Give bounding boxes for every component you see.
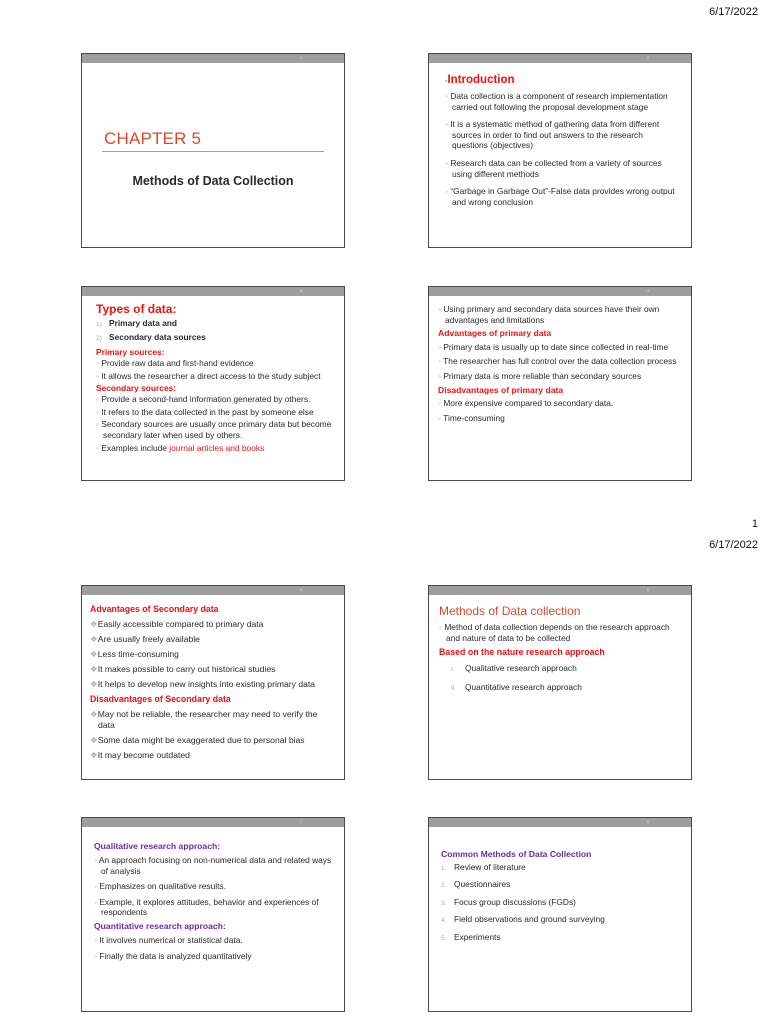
bullet-text: Examples include — [101, 442, 170, 453]
bullet-marker: ▪ — [445, 78, 448, 85]
list-number: 1. — [441, 865, 447, 872]
list-number: I. — [451, 666, 455, 674]
list-number: 2. — [441, 882, 447, 890]
bullet-text: It allows the researcher a direct access to the study subject — [101, 371, 321, 381]
bullet-item: ◦ Time-consuming — [438, 412, 505, 423]
bullet-item: ◦ Using primary and secondary data sources have their own advantages and limitations — [438, 304, 660, 325]
slide-4 — [428, 286, 692, 481]
bullet-item: ◦ Method of data collection depends on the research approach and nature of data to be collected — [439, 622, 670, 643]
list-number: 1) — [96, 321, 102, 328]
list-item — [439, 682, 681, 694]
bullet-item: ❖Are usually freely available — [90, 634, 200, 644]
list-item — [441, 879, 681, 891]
bullet-text: Provide a second-hand information generated by others. — [101, 394, 311, 405]
bullet-text: The researcher has full control over the data collection process — [443, 356, 677, 367]
primary-heading: Primary sources: — [96, 346, 165, 357]
list-number: 3. — [441, 899, 447, 907]
bullet-item: ◦ It is a systematic method of gathering data from different sources in order to find out answers to the research questions (objectives) — [445, 119, 660, 151]
bullet-text: Research data can be collected from a variety of sources using different methods — [450, 157, 662, 179]
bullet-item: ◦ It involves numerical or statistical data. — [94, 934, 243, 945]
qualitative-heading: Qualitative research approach: — [94, 841, 221, 851]
bullet-item: ◦ It allows the researcher a direct access to the study subject — [96, 371, 321, 381]
slide-number: 1 — [299, 55, 302, 60]
bullet-item: ◦ “Garbage in Garbage Out”-False data provides wrong output and wrong conclusion — [445, 186, 675, 207]
list-number: 4. — [441, 917, 447, 925]
bullet-text: Easily accessible compared to primary data — [97, 619, 264, 629]
list-label: Field observations and ground surveying — [454, 914, 605, 925]
bullet-text: Emphasizes on qualitative results. — [99, 881, 226, 892]
bullet-item: ❖Easily accessible compared to primary data — [90, 619, 264, 629]
bullet-item: ◦ Provide raw data and first-hand evidence — [96, 358, 254, 369]
bullet-item: ◦ Emphasizes on qualitative results. — [94, 881, 226, 892]
slide-header-bar — [429, 818, 691, 827]
approach-heading: Based on the nature research approach — [439, 647, 605, 658]
bullet-text: It involves numerical or statistical data. — [99, 934, 243, 945]
list-label: Qualitative research approach — [465, 663, 577, 674]
slide-header-bar — [82, 54, 344, 63]
slide-subtitle: Methods of Data Collection — [132, 174, 294, 188]
bullet-item: ◦ Primary data is usually up to date since collected in real-time — [438, 341, 669, 352]
bullet-text: Time-consuming — [443, 412, 505, 423]
bullet-text: It helps to develop new insights into existing primary data — [97, 679, 316, 689]
bullet-item: ❖Some data might be exaggerated due to personal bias — [90, 735, 305, 745]
quantitative-heading: Quantitative research approach: — [94, 920, 226, 931]
slide-number: 5 — [299, 587, 302, 592]
slide-title: Methods of Data collection — [439, 604, 581, 618]
bullet-item: ◦ It refers to the data collected in the past by someone else — [96, 406, 314, 417]
bullet-item: ◦ Provide a second-hand information generated by others. — [96, 394, 311, 405]
slide-number: 7 — [299, 819, 302, 824]
list-label: Secondary data sources — [109, 332, 206, 343]
page-date-mid: 6/17/2022 — [709, 539, 758, 551]
bullet-text: It may become outdated — [97, 750, 190, 760]
bullet-text: Provide raw data and first-hand evidence — [101, 358, 254, 369]
list-number: 2) — [96, 335, 102, 343]
bullet-text: Less time-consuming — [97, 649, 179, 659]
slide-number: 6 — [646, 587, 649, 592]
disadvantages-heading: Disadvantages of Secondary data — [90, 694, 231, 704]
page-number: 1 — [751, 518, 758, 530]
bullet-item: ❖It may become outdated — [90, 750, 190, 760]
bullet-item: ◦ Finally the data is analyzed quantitatively — [94, 950, 252, 961]
list-item — [441, 932, 681, 944]
bullet-item: ◦ More expensive compared to secondary data. — [438, 398, 614, 409]
bullet-text: “Garbage in Garbage Out”-False data provides wrong output and wrong conclusion — [450, 186, 675, 207]
advantages-heading: Advantages of primary data — [438, 328, 552, 339]
slide-header-bar — [82, 586, 344, 595]
list-item — [441, 914, 681, 926]
bullet-item: ❖May not be reliable, the researcher may need to verify the data — [90, 709, 318, 730]
bullet-text: Example, it explores attitudes, behavior and experiences of respondents — [99, 896, 319, 918]
slide-7 — [81, 817, 345, 1012]
list-item — [439, 663, 681, 675]
list-item — [441, 862, 681, 874]
advantages-heading: Advantages of Secondary data — [90, 604, 219, 614]
list-item — [96, 318, 336, 330]
bullet-item: ◦ The researcher has full control over the data collection process — [438, 356, 677, 367]
disadvantages-heading: Disadvantages of primary data — [438, 384, 564, 395]
slide-8 — [428, 817, 692, 1012]
bullet-item: ◦ Secondary sources are usually once primary data but become secondary later when used by others. — [96, 419, 332, 440]
secondary-heading: Secondary sources: — [96, 382, 177, 393]
bullet-text: Data collection is a component of research implementation carried out following the proposal development stage — [450, 91, 668, 112]
bullet-text: Secondary sources are usually once primary data but become secondary later when used by others. — [101, 419, 332, 440]
highlight-text: journal articles and books — [169, 442, 265, 453]
bullet-item: ❖It helps to develop new insights into existing primary data — [90, 679, 316, 689]
slide-title: CHAPTER 5 — [104, 129, 202, 148]
slide-6 — [428, 585, 692, 780]
slide-2 — [428, 53, 692, 248]
bullet-text: Method of data collection depends on the research approach and nature of data to be collected — [444, 622, 670, 643]
bullet-item: ◦ Research data can be collected from a variety of sources using different methods — [445, 157, 662, 179]
list-item — [441, 897, 681, 909]
slide-number: 2 — [646, 55, 649, 60]
bullet-text: More expensive compared to secondary data. — [443, 398, 614, 409]
bullet-item: ◦ Data collection is a component of research implementation carried out following the proposal development stage — [445, 91, 668, 112]
slide-header-bar — [429, 586, 691, 595]
slide-number: 4 — [646, 288, 649, 293]
bullet-text: Are usually freely available — [97, 634, 200, 644]
slide-heading: Common Methods of Data Collection — [441, 849, 592, 859]
list-label: Questionnaires — [454, 879, 511, 890]
slide-number: 3 — [299, 288, 302, 293]
bullet-item: ◦ Primary data is more reliable than secondary sources — [438, 370, 642, 381]
title-divider — [102, 151, 324, 152]
bullet-item: ❖It makes possible to carry out historical studies — [90, 664, 276, 674]
list-number: II. — [451, 684, 457, 692]
list-label: Experiments — [454, 931, 501, 942]
bullet-text: Using primary and secondary data sources have their own advantages and limitations — [443, 304, 660, 325]
bullet-text: Primary data is more reliable than secondary sources — [443, 370, 642, 381]
slide-1 — [81, 53, 345, 248]
slide-header-bar — [429, 54, 691, 63]
slide-heading: Types of data: — [96, 302, 177, 316]
slide-header-bar — [82, 287, 344, 296]
slide-header-bar — [82, 818, 344, 827]
slide-heading — [445, 74, 681, 86]
bullet-text: It refers to the data collected in the past by someone else — [101, 406, 314, 417]
list-label: Quantitative research approach — [465, 681, 582, 692]
bullet-text: May not be reliable, the researcher may need to verify the data — [97, 709, 318, 730]
slide-number: 8 — [646, 819, 649, 824]
bullet-item: ❖Less time-consuming — [90, 649, 179, 659]
slide-5 — [81, 585, 345, 780]
list-label: Focus group discussions (FGDs) — [454, 896, 576, 907]
bullet-text: Some data might be exaggerated due to personal bias — [97, 735, 305, 745]
bullet-text: It makes possible to carry out historical studies — [97, 664, 276, 674]
bullet-text: Primary data is usually up to date since collected in real-time — [443, 341, 669, 352]
page-date-top: 6/17/2022 — [709, 6, 758, 18]
bullet-item: ◦ Example, it explores attitudes, behavior and experiences of respondents — [94, 896, 319, 918]
list-label: Review of literature — [454, 862, 526, 872]
bullet-text: An approach focusing on non-numerical data and related ways of analysis — [98, 855, 332, 876]
slide-header-bar — [429, 287, 691, 296]
bullet-text: It is a systematic method of gathering data from different sources in order to find out answers to the research questions (objectives) — [450, 119, 660, 151]
bullet-item: ◦ Examples include journal articles and books — [96, 442, 265, 453]
bullet-item: ◦ An approach focusing on non-numerical data and related ways of analysis — [94, 855, 332, 876]
heading-text: Introduction — [447, 74, 515, 86]
bullet-text: Finally the data is analyzed quantitatively — [99, 950, 252, 961]
list-number: 5. — [441, 934, 447, 942]
list-label: Primary data and — [109, 318, 177, 328]
slide-3 — [81, 286, 345, 481]
list-item — [96, 332, 336, 344]
